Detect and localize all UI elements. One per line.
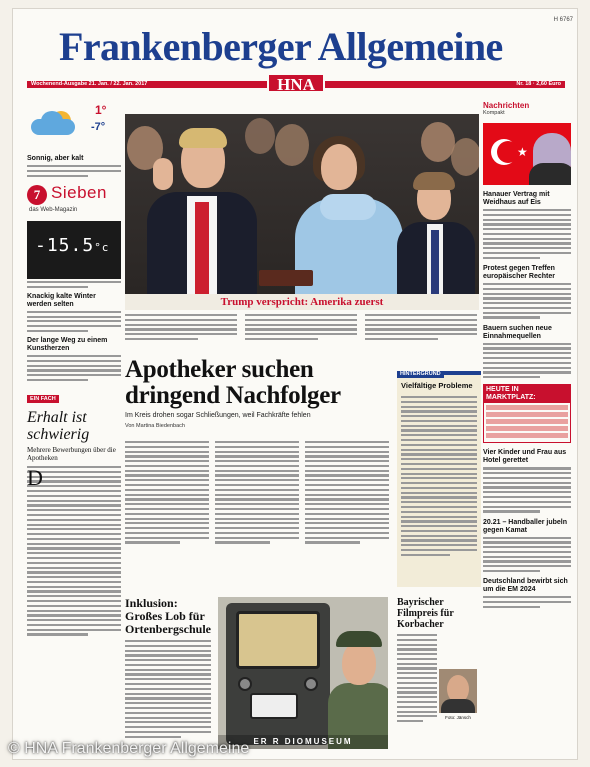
radio-museum-photo	[218, 597, 388, 749]
news-item-headline: Hanauer Vertrag mit Weidhaus auf Eis	[483, 191, 550, 206]
thermometer-value: -15.5	[35, 234, 95, 256]
copyright-watermark: © HNA Frankenberger Allgemeine	[8, 740, 250, 757]
main-story	[125, 357, 391, 429]
photo-caption-text	[125, 312, 479, 352]
main-headline: Apotheker suchen dringend Nachfolger	[125, 356, 341, 409]
portrait-caption: Foto: Jänsch	[445, 715, 471, 720]
hna-logo: HNA	[267, 73, 325, 93]
masthead	[13, 9, 578, 95]
news-item	[483, 519, 571, 573]
sieben-logo-icon: 7	[27, 185, 47, 205]
heute-in-marktplatz-box[interactable]	[483, 384, 571, 443]
news-section-title: Nachrichten	[483, 101, 530, 110]
left-brief	[27, 293, 121, 332]
news-item	[483, 265, 571, 319]
newspaper-page	[12, 8, 578, 760]
news-item	[483, 449, 571, 512]
news-item-headline: Deutschland bewirbt sich um die EM 2024	[483, 578, 568, 594]
left-story-subline: Mehrere Bewerbungen über die Apotheken	[27, 446, 116, 463]
background-box-label: HINTERGRUND	[397, 371, 444, 378]
thermometer-unit: °c	[94, 240, 110, 254]
news-item-headline: Vier Kinder und Frau aus Hotel gerettet	[483, 449, 567, 465]
bottom-mid-headline: Bayrischer Filmpreis für Korbacher	[397, 597, 454, 630]
bottom-left-headline: Inklusion: Großes Lob für Ortenbergschule	[125, 596, 211, 636]
temperature-low: -7°	[91, 121, 106, 133]
photo-caption-bar	[125, 294, 479, 310]
news-item	[483, 325, 571, 379]
turkey-flag-photo	[483, 123, 571, 185]
radio-photo-caption: ER R DIOMUSEUM	[218, 735, 388, 749]
temperature-high: 1°	[95, 103, 107, 117]
background-box-headline: Vielfältige Probleme	[401, 381, 473, 390]
left-brief	[27, 337, 121, 381]
weather-cloud-sun-icon	[31, 109, 73, 133]
main-subline: Im Kreis drohen sogar Schließungen, weil Fachkräfte fehlen	[125, 412, 311, 419]
left-brief-headline: Der lange Weg zu einem Kunstherzen	[27, 337, 108, 353]
photo-headline: Trump verspricht: Amerika zuerst	[220, 296, 384, 308]
background-box	[397, 371, 481, 587]
heute-label: HEUTE IN MARKTPLATZ:	[484, 385, 570, 403]
left-story	[27, 387, 121, 636]
star-icon: ★	[517, 145, 528, 159]
weather-box	[27, 101, 121, 153]
weather-text	[27, 165, 121, 177]
sieben-subtitle: das Web-Magazin	[29, 206, 78, 213]
sieben-name: Sieben	[51, 182, 107, 202]
news-item-headline: Bauern suchen neue Einnahmequellen	[483, 324, 552, 340]
left-brief-headline: Knackig kalte Winter werden selten	[27, 292, 96, 308]
weather-headline: Sonnig, aber kalt	[27, 155, 84, 162]
masthead-code: H 6767	[553, 17, 573, 23]
right-column	[483, 101, 571, 611]
thermometer-display	[27, 221, 121, 279]
portrait-photo	[439, 669, 477, 713]
left-column	[27, 101, 121, 638]
news-item	[483, 191, 571, 259]
inauguration-photo	[125, 114, 479, 294]
sieben-promo[interactable]	[27, 183, 121, 217]
news-item	[483, 578, 571, 608]
dropcap: D	[27, 465, 43, 491]
bottom-left-story	[125, 597, 211, 740]
left-story-label: EIN FACH	[27, 395, 59, 403]
thermometer-caption	[27, 281, 121, 288]
news-section-subtitle: Kompakt	[483, 110, 505, 116]
left-story-headline: Erhalt ist schwierig	[27, 409, 90, 444]
main-byline: Von Martina Biedenbach	[125, 423, 185, 429]
issue-info: Nr. 18 · 2,60 Euro	[516, 81, 561, 87]
newspaper-title: Frankenberger Allgemeine	[59, 24, 503, 69]
edition-info: Wochenend-Ausgabe 21. Jan. / 22. Jan. 2017	[31, 81, 148, 87]
news-item-headline: 20.21 – Handballer jubeln gegen Kamat	[483, 518, 568, 534]
news-item-headline: Protest gegen Treffen europäischer Rechter	[483, 265, 555, 280]
